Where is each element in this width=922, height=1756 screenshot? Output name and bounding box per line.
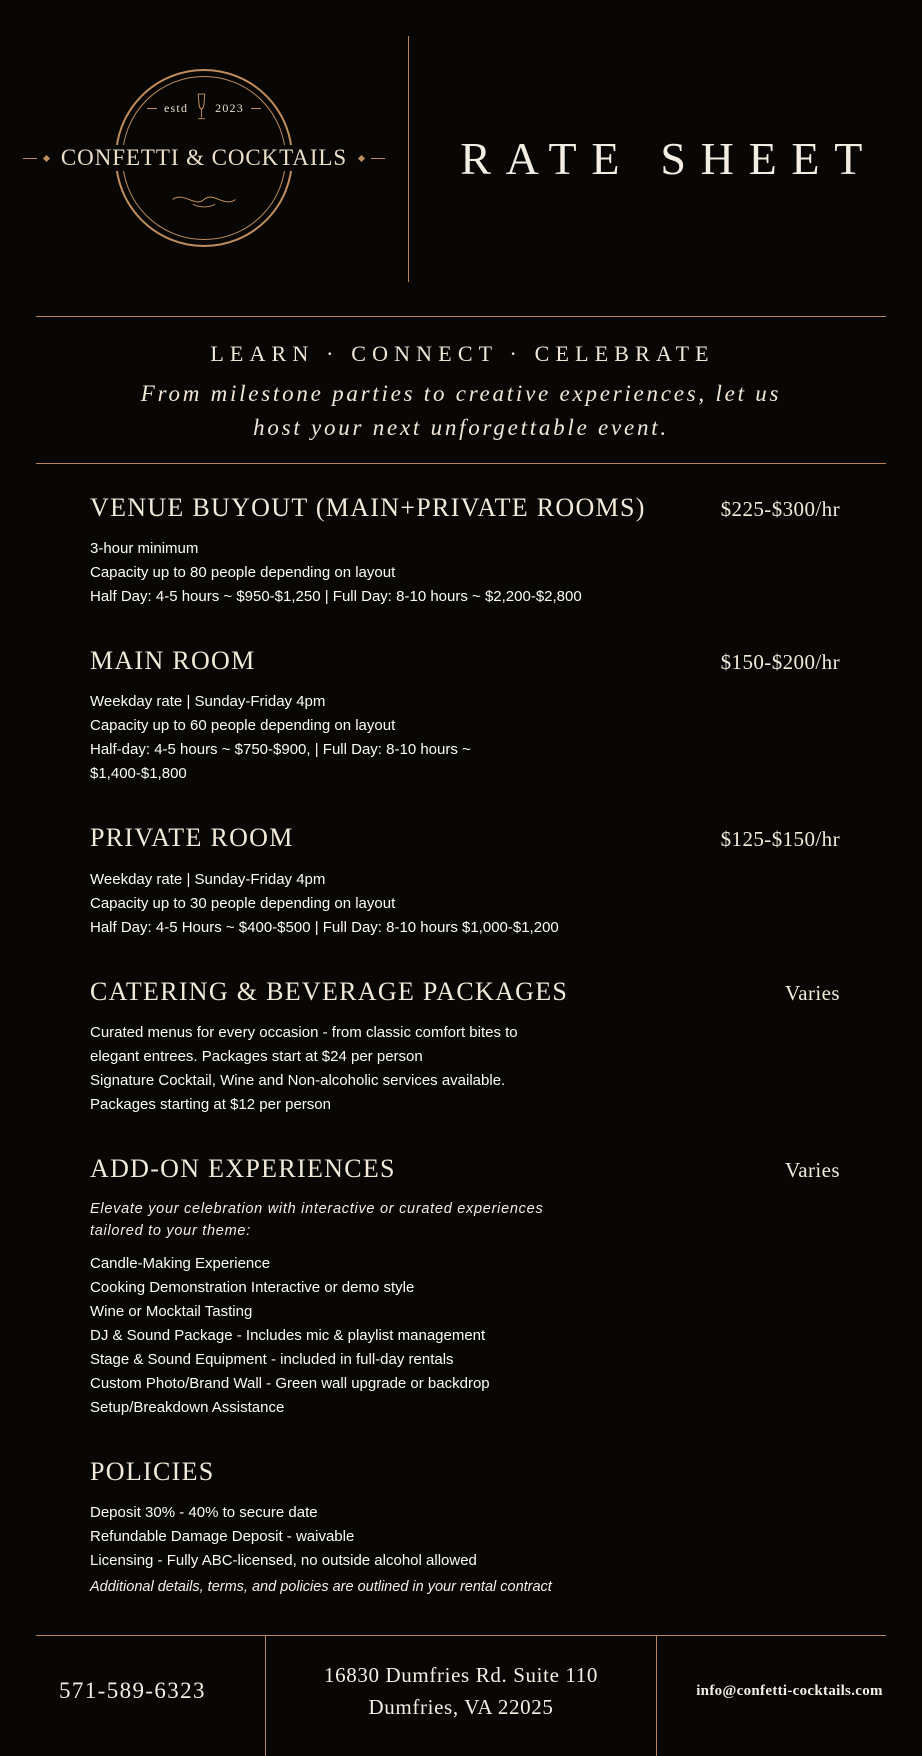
footer-address-line2: Dumfries, VA 22025 (368, 1695, 554, 1720)
detail-line: Curated menus for every occasion - from classic comfort bites to (90, 1023, 518, 1041)
section-price: Varies (785, 1157, 840, 1182)
detail-line: Half-day: 4-5 hours ~ $750-$900, | Full Day: 8-10 hours ~ (90, 741, 471, 759)
section-price: $150-$200/hr (720, 650, 840, 675)
ornament-line (371, 158, 385, 159)
intro-line: Elevate your celebration with interactive or curated experiences (90, 1200, 544, 1217)
flourish-icon (167, 189, 241, 210)
section-title: PRIVATE ROOM (90, 823, 294, 853)
detail-line: Half Day: 4-5 Hours ~ $400-$500 | Full Day: 8-10 hours $1,000-$1,200 (90, 918, 559, 936)
section-header (90, 492, 840, 523)
year-label: 2023 (215, 100, 244, 115)
tagline-text-line2: host your next unforgettable event. (253, 415, 669, 440)
estd-label: estd (164, 100, 189, 115)
champagne-glass-icon (195, 93, 208, 123)
list-item: Custom Photo/Brand Wall - Green wall upgrade or backdrop (90, 1374, 490, 1392)
brand-name: CONFETTI & COCKTAILS (56, 145, 352, 171)
diamond-ornament (43, 154, 50, 161)
detail-line: 3-hour minimum (90, 540, 199, 558)
ornament-line (23, 158, 37, 159)
section-title: CATERING & BEVERAGE PACKAGES (90, 976, 569, 1006)
detail-line: Refundable Damage Deposit - waivable (90, 1528, 355, 1546)
list-item: Wine or Mocktail Tasting (90, 1302, 253, 1320)
section-catering-beverage (90, 976, 840, 1117)
detail-line: Weekday rate | Sunday-Friday 4pm (90, 693, 326, 711)
list-item: Candle-Making Experience (90, 1254, 271, 1272)
rate-sections (0, 464, 922, 1635)
diamond-ornament (358, 154, 365, 161)
detail-line: Half Day: 4-5 hours ~ $950-$1,250 | Full Day: 8-10 hours ~ $2,200-$2,800 (90, 588, 582, 606)
page-title: RATE SHEET (460, 132, 878, 184)
section-policies (90, 1456, 840, 1599)
brand-name-row (32, 145, 376, 171)
footer (0, 1635, 922, 1756)
ornament-line (251, 108, 261, 109)
ornament-line (147, 108, 157, 109)
detail-line: elegant entrees. Packages start at $24 per person (90, 1047, 423, 1065)
tagline (0, 317, 922, 463)
tagline-text-line1: From milestone parties to creative experiences, let us (140, 381, 782, 406)
footer-email-cell (657, 1636, 922, 1756)
section-title: POLICIES (90, 1456, 215, 1486)
section-header (90, 645, 840, 676)
title-area (408, 0, 922, 316)
logo-estd-row (32, 93, 376, 123)
detail-line: Licensing - Fully ABC-licensed, no outside alcohol allowed (90, 1552, 477, 1570)
tagline-motto: LEARN · CONNECT · CELEBRATE (210, 341, 715, 366)
section-header (90, 1153, 840, 1184)
section-price: $225-$300/hr (720, 497, 840, 521)
footer-address-line1: 16830 Dumfries Rd. Suite 110 (323, 1662, 599, 1687)
footer-phone: 571-589-6323 (59, 1678, 206, 1704)
footer-columns (0, 1636, 922, 1756)
section-venue-buyout (90, 492, 840, 609)
header (0, 0, 922, 316)
section-add-on-experiences (90, 1153, 840, 1420)
section-main-room (90, 645, 840, 786)
list-item: Cooking Demonstration Interactive or demo style (90, 1278, 415, 1296)
section-price: Varies (785, 980, 840, 1005)
section-title: MAIN ROOM (90, 646, 256, 676)
section-private-room (90, 822, 840, 939)
detail-line: Capacity up to 80 people depending on layout (90, 564, 396, 582)
brand-logo (0, 0, 408, 316)
addons-list (90, 1252, 840, 1420)
detail-line: Capacity up to 30 people depending on layout (90, 894, 396, 912)
footer-phone-cell (0, 1636, 265, 1756)
list-item: DJ & Sound Package - Includes mic & playlist management (90, 1326, 486, 1344)
detail-line: Deposit 30% - 40% to secure date (90, 1504, 318, 1522)
section-price: $125-$150/hr (720, 827, 840, 852)
section-header (90, 822, 840, 853)
list-item: Setup/Breakdown Assistance (90, 1398, 285, 1416)
vertical-divider (408, 36, 409, 282)
section-header (90, 1456, 840, 1487)
detail-line: Capacity up to 60 people depending on layout (90, 717, 396, 735)
detail-line: Weekday rate | Sunday-Friday 4pm (90, 870, 326, 888)
policies-note: Additional details, terms, and policies are outlined in your rental contract (90, 1579, 552, 1596)
footer-address-cell (265, 1636, 657, 1756)
section-title: VENUE BUYOUT (MAIN+PRIVATE ROOMS) (90, 493, 646, 522)
detail-line: Packages starting at $12 per person (90, 1095, 331, 1113)
list-item: Stage & Sound Equipment - included in full-day rentals (90, 1350, 454, 1368)
logo-emblem (32, 35, 376, 281)
footer-email: info@confetti-cocktails.com (696, 1682, 883, 1699)
section-header (90, 976, 840, 1007)
section-title: ADD-ON EXPERIENCES (90, 1153, 396, 1183)
detail-line: $1,400-$1,800 (90, 765, 187, 783)
detail-line: Signature Cocktail, Wine and Non-alcoholic services available. (90, 1071, 506, 1089)
section-intro (90, 1198, 840, 1242)
intro-line: tailored to your theme: (90, 1222, 251, 1239)
